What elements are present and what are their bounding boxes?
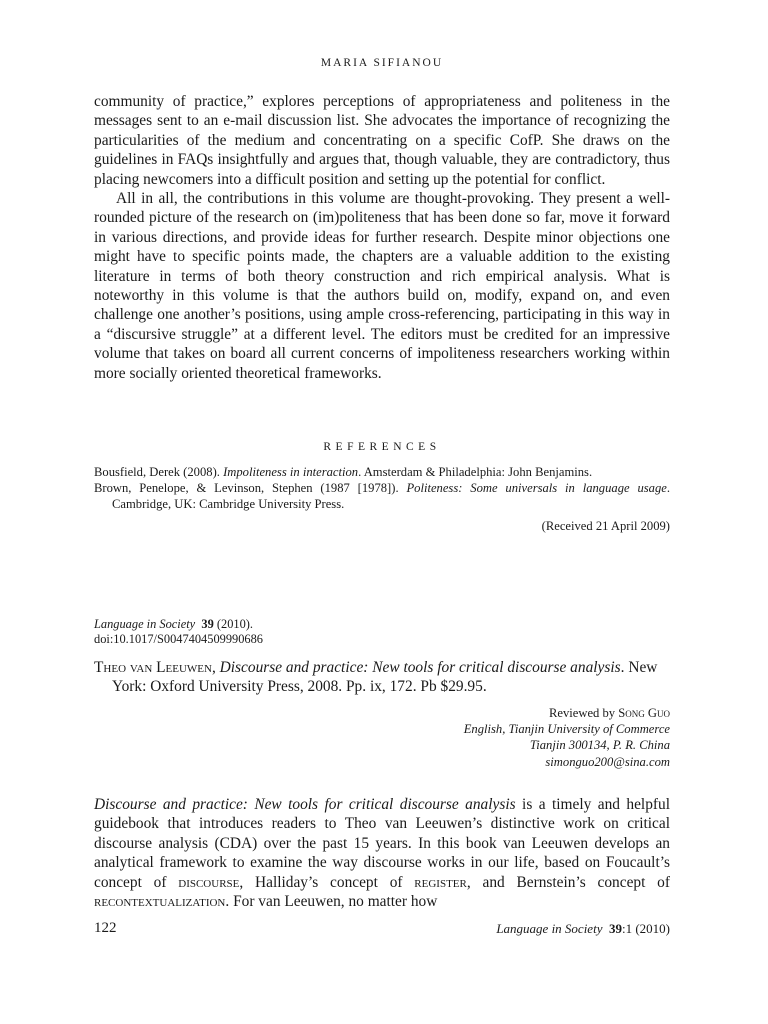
term-discourse: discourse [178,873,240,891]
footer-journal-name: Language in Society [496,921,603,936]
page-number: 122 [94,920,117,936]
review-conclusion-text [94,92,670,383]
reference-title: Politeness: Some universals in language usage [406,481,667,495]
reference-author: Bousfield, Derek (2008). [94,465,220,479]
book-title: Discourse and practice: New tools for critical discourse analysis [219,659,621,676]
journal-volume: 39 [201,617,214,631]
book-author: Theo van Leeuwen [94,659,212,676]
review-text-segment: is a timely and helpful guidebook that introduces readers to Theo van Leeuwen’s distinctive work on critical discourse analysis (CDA) over the past 15 years. In this book van Leeuwen develops an analytical framework to examine the way discourse works in our life, based on Foucault’s concept of [94,796,670,891]
journal-name: Language in Society [94,617,196,631]
running-head: MARIA SIFIANOU [320,57,444,69]
footer-issue-rest: :1 (2010) [621,921,670,936]
reference-title: Impoliteness in interaction [223,465,359,479]
journal-year: (2010). [216,617,254,631]
reviewer-affiliation: English, Tianjin University of Commerce [463,722,670,737]
review-body-text [94,795,670,911]
reviewer-name: Song Guo [618,706,670,720]
review-text-segment: , Halliday’s concept of [239,873,415,891]
footer-issue-volume: 39 [608,921,622,936]
term-register: register [414,873,467,891]
doi: doi:10.1017/S0047404509990686 [94,632,264,646]
footer-journal [496,921,670,937]
term-recontextualization: recontextualization [94,893,226,911]
reviewer-address: Tianjin 300134, P. R. China [529,738,670,753]
body-paragraph-2: All in all, the contributions in this volume are thought-provoking. They present a well-rounded picture of the research on (im)politeness that has been done so far, move it forward in various directions, and provide ideas for further research. Despite minor objections one might have to specific points made, the chapters are a valuable addition to the existing literature in terms of both theory construction and rich empirical analysis. What is noteworthy in this volume is that the authors build on, modify, expand on, and even challenge one another’s positions, using ample cross-referencing, participating in this way in a “discursive struggle” at a different level. The editors must be credited for an impressive volume that takes on board all current concerns of impoliteness researchers working within more socially oriented theoretical frameworks. [94,190,670,382]
reference-publisher: . Cambridge, UK: Cambridge University Press. [112,481,670,511]
reference-publisher: . Amsterdam & Philadelphia: John Benjamins. [358,465,593,479]
reference-item [94,464,670,480]
review-book-title: Discourse and practice: New tools for critical discourse analysis [94,796,516,813]
journal-citation [94,617,263,647]
reviewer-block [464,705,670,770]
reference-item [94,480,670,512]
book-publication: . New York: Oxford University Press, 2008. Pp. ix, 172. Pb $29.95. [112,659,658,696]
references-list [94,464,670,512]
references-heading: REFERENCES [323,441,441,453]
reviewed-by-label: Reviewed by [548,706,616,720]
received-date: (Received 21 April 2009) [541,519,670,533]
review-heading: Theo van Leeuwen, Discourse and practice: New tools for critical discourse analysis. New York: Oxford University Press, 2008. Pp. ix, 172. Pb $29.95. [94,659,658,696]
body-paragraph-1: community of practice,” explores perceptions of appropriateness and politeness in the messages sent to an e-mail discussion list. She advocates the importance of recognizing the particularities of the medium and concentrating on a specific CofP. She draws on the guidelines in FAQs insightfully and argues that, though valuable, they are contradictory, thus placing newcomers into a difficult position and setting up the potential for conflict. [94,93,670,188]
review-text-segment: , and Bernstein’s concept of [466,873,670,891]
reference-author: Brown, Penelope, & Levinson, Stephen (1987 [1978]). [94,481,399,495]
review-text-segment: . For van Leeuwen, no matter how [225,893,438,911]
reviewer-email: simonguo200@sina.com [545,754,670,769]
